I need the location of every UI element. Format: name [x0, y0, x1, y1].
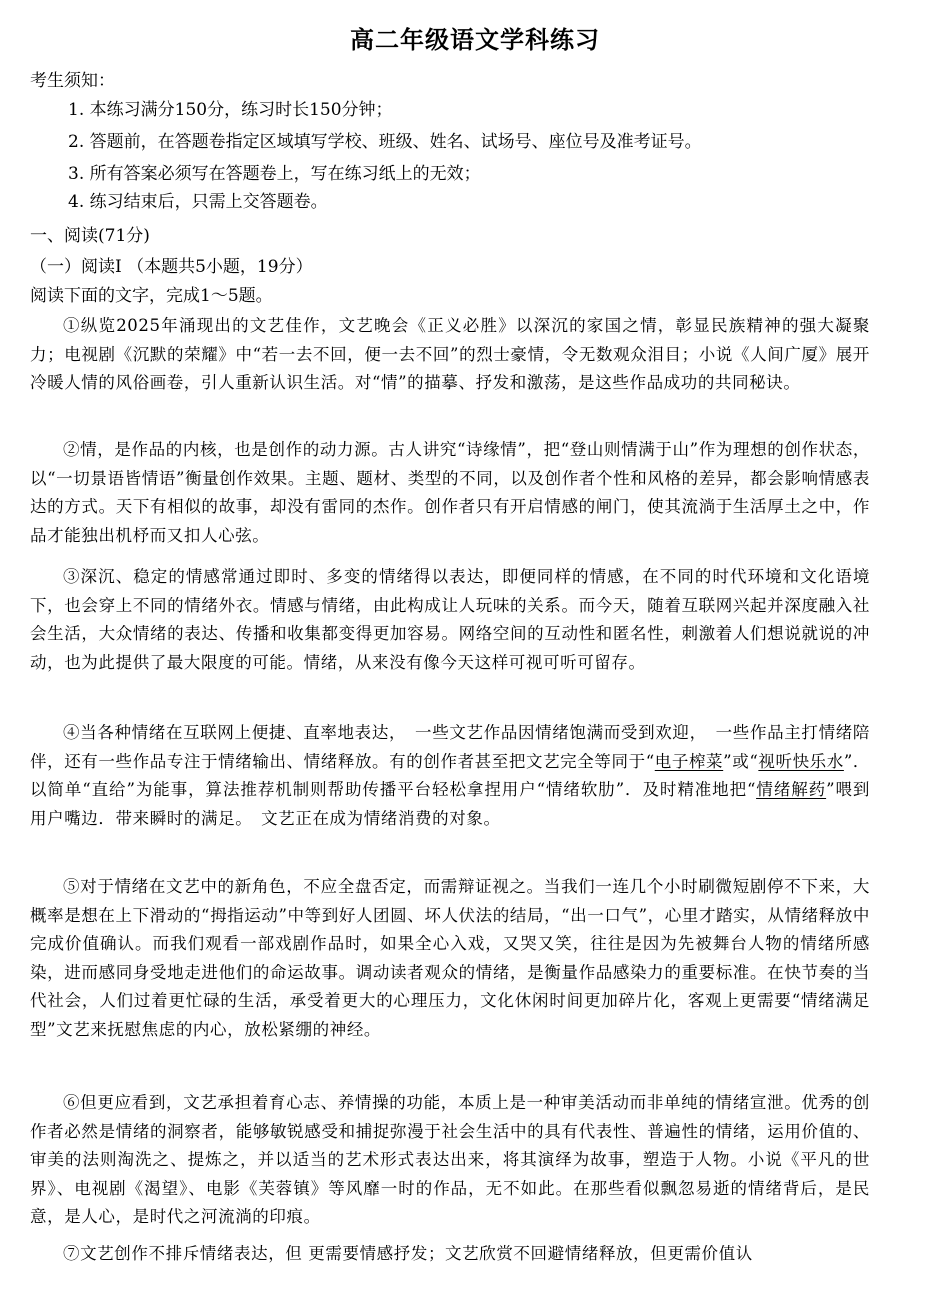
notice-item-2: 2. 答题前，在答题卷指定区域填写学校、班级、姓名、试场号、座位号及准考证号。 — [68, 132, 702, 152]
paragraph-1: ①纵览2025年涌现出的文艺佳作，文艺晚会《正义必胜》以深沉的家国之情，彰显民族精神的强大凝聚力；电视剧《沉默的荣耀》中“若一去不回，便一去不回”的烈士豪情，令无数观众泪目；小说《人间广厦》展开冷暖人情的风俗画卷，引人重新认识生活。对“情”的描摹、抒发和激荡，是这些作品成功的共同秘诀。 — [30, 316, 870, 392]
reading-instruction: 阅读下面的文字，完成1～5题。 — [30, 286, 273, 306]
paragraph-7: ⑦文艺创作不排斥情绪表达，但 更需要情感抒发；文艺欣赏不回避情绪释放，但更需价值认 — [63, 1244, 753, 1263]
paragraph-5: ⑤对于情绪在文艺中的新角色，不应全盘否定，而需辩证视之。当我们一连几个小时刷微短剧停不下来，大概率是想在上下滑动的“拇指运动”中等到好人团圆、坏人伏法的结局，“出一口气”，心里才踏实，从情绪释放中完成价值确认。而我们观看一部戏剧作品时，如果全心入戏，又哭又笑，往往是因为先被舞台人物的情绪所感染，进而感同身受地走进他们的命运故事。调动读者观众的情绪，是衡量作品感染力的重要标准。在快节奏的当代社会，人们过着更忙碌的生活，承受着更大的心理压力，文化休闲时间更加碎片化，客观上更需要“情绪满足型”文艺来抚慰焦虑的内心，放松紧绷的神经。 — [30, 877, 870, 1039]
underlined-phrase-1: 电子榨菜 — [654, 751, 724, 771]
subsection-heading: （一）阅读I （本题共5小题，19分） — [30, 257, 313, 277]
page-title: 高二年级语文学科练习 — [350, 26, 600, 54]
underlined-phrase-3: 情绪解药 — [756, 780, 827, 799]
section-heading: 一、阅读(71分) — [30, 226, 150, 246]
notice-item-1: 1. 本练习满分150分，练习时长150分钟； — [68, 100, 393, 120]
notice-item-3: 3. 所有答案必须写在答题卷上，写在练习纸上的无效； — [68, 164, 481, 184]
paragraph-4-text-d: ”喂到用户嘴边．带来瞬时的满足。 文艺正在成为情绪消费的对象。 — [30, 780, 870, 828]
notice-item-4: 4. 练习结束后，只需上交答题卷。 — [68, 192, 328, 212]
paragraph-4-text-b: ”或“ — [723, 751, 759, 771]
paragraph-2: ②情，是作品的内核，也是创作的动力源。古人讲究“诗缘情”，把“登山则情满于山”作为理想的创作状态，以“一切景语皆情语”衡量创作效果。主题、题材、类型的不同，以及创作者个性和风格的差异，都会影响情感表达的方式。天下有相似的故事，却没有雷同的杰作。创作者只有开启情感的闸门，使其流淌于生活厚土之中，作品才能独出机杼而又扣人心弦。 — [30, 440, 870, 545]
underlined-phrase-2: 视听快乐水 — [758, 751, 844, 771]
paragraph-4-text-c: ”．以简单“直给”为能事，算法推荐机制则帮助传播平台轻松拿捏用户“情绪软肋”．及时精准地把“ — [30, 751, 871, 799]
notice-heading: 考生须知： — [30, 71, 115, 91]
paragraph-4-text-a: ④当各种情绪在互联网上便捷、直率地表达， 一些文艺作品因情绪饱满而受到欢迎， 一些作品主打情绪陪伴，还有一些作品专注于情绪输出、情绪释放。有的创作者甚至把文艺完全等同于“ — [30, 723, 870, 771]
paragraph-3: ③深沉、稳定的情感常通过即时、多变的情绪得以表达，即便同样的情感，在不同的时代环境和文化语境下，也会穿上不同的情绪外衣。情感与情绪，由此构成让人玩味的关系。而今天，随着互联网兴起并深度融入社会生活，大众情绪的表达、传播和收集都变得更加容易。网络空间的互动性和匿名性，刺激着人们想说就说的冲动，也为此提供了最大限度的可能。情绪，从来没有像今天这样可视可听可留存。 — [30, 567, 870, 672]
paragraph-6: ⑥但更应看到，文艺承担着育心志、养情操的功能，本质上是一种审美活动而非单纯的情绪宣泄。优秀的创作者必然是情绪的洞察者，能够敏锐感受和捕捉弥漫于社会生活中的具有代表性、普遍性的情绪，运用价值的、审美的法则淘洗之、提炼之，并以适当的艺术形式表达出来，将其演绎为故事，塑造于人物。小说《平凡的世界》、电视剧《渴望》、电影《芙蓉镇》等风靡一时的作品，无不如此。在那些看似飘忽易逝的情绪背后，是民意，是人心，是时代之河流淌的印痕。 — [30, 1093, 870, 1226]
paragraph-4 — [30, 719, 870, 833]
